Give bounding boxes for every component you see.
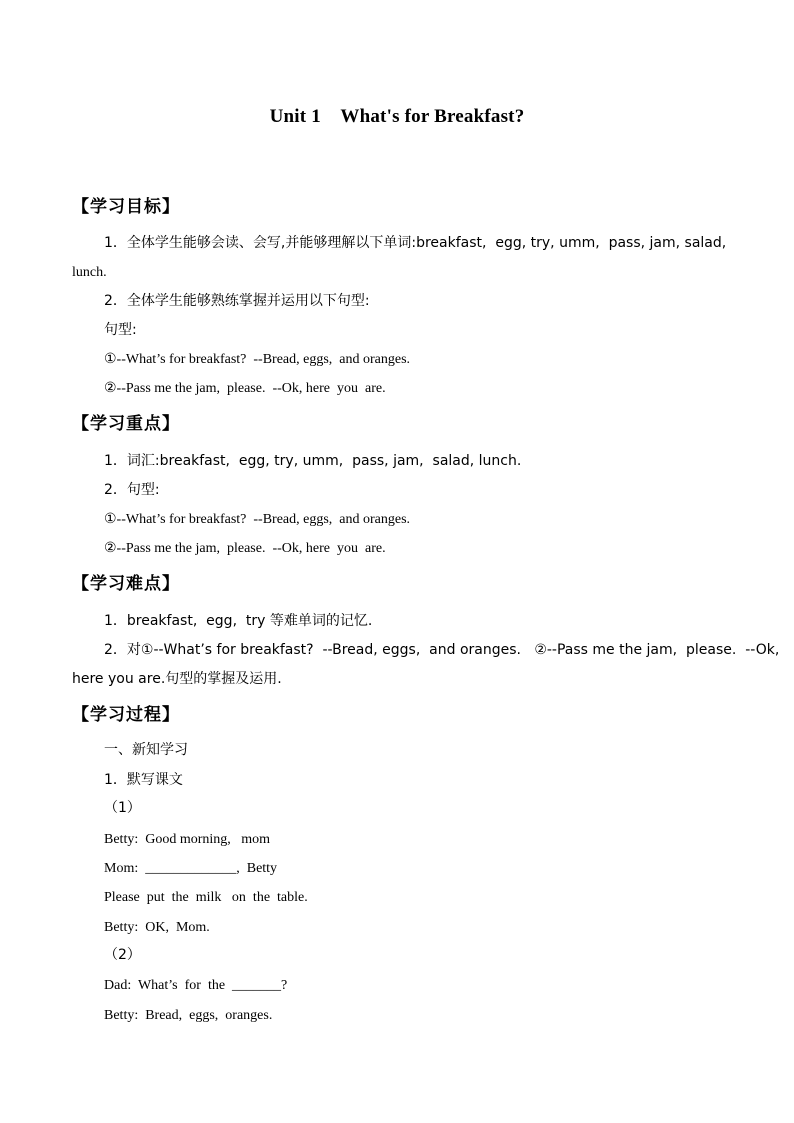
process-line-8: （2） xyxy=(104,947,141,963)
key-points-line-4: ②--Pass me the jam, please. --Ok, here you are. xyxy=(104,541,386,556)
process-line-1: 一、新知学习 xyxy=(104,742,188,758)
process-line-6: Please put the milk on the table. xyxy=(104,890,308,905)
difficulties-line-2: 2．对①--What’s for breakfast? --Bread, eggs, and oranges. ②--Pass me the jam, please. --Ok, xyxy=(104,642,780,658)
key-points-line-3: ①--What’s for breakfast? --Bread, eggs, and oranges. xyxy=(104,512,411,527)
difficulties-line-2-cont: here you are.句型的掌握及运用. xyxy=(72,671,282,687)
key-points-line-1: 1．词汇:breakfast, egg, try, umm, pass, jam, salad, lunch. xyxy=(104,453,522,469)
difficulties-line-1: 1．breakfast, egg, try 等难单词的记忆. xyxy=(104,613,373,629)
objectives-heading: 【学习目标】 xyxy=(72,197,180,217)
objectives-line-1-cont: lunch. xyxy=(72,265,107,280)
objectives-line-1: 1．全体学生能够会读、会写,并能够理解以下单词:breakfast, egg, try, umm, pass, jam, salad, xyxy=(104,235,727,251)
process-heading: 【学习过程】 xyxy=(72,705,180,725)
objectives-line-4: ①--What’s for breakfast? --Bread, eggs, and oranges. xyxy=(104,352,411,367)
difficulties-heading: 【学习难点】 xyxy=(72,574,180,594)
process-line-9: Dad: What’s for the _______? xyxy=(104,978,288,993)
objectives-line-5: ②--Pass me the jam, please. --Ok, here you are. xyxy=(104,381,386,396)
process-line-2: 1．默写课文 xyxy=(104,772,183,788)
process-line-4: Betty: Good morning, mom xyxy=(104,832,271,847)
key-points-heading: 【学习重点】 xyxy=(72,414,180,434)
process-line-5: Mom: _____________, Betty xyxy=(104,861,278,876)
process-line-3: （1） xyxy=(104,800,141,816)
key-points-line-2: 2．句型: xyxy=(104,482,160,498)
objectives-line-2: 2．全体学生能够熟练掌握并运用以下句型: xyxy=(104,293,370,309)
objectives-line-3: 句型: xyxy=(104,322,137,338)
process-line-10: Betty: Bread, eggs, oranges. xyxy=(104,1008,273,1023)
process-line-7: Betty: OK, Mom. xyxy=(104,920,210,935)
page-title: Unit 1 What's for Breakfast? xyxy=(269,106,525,127)
